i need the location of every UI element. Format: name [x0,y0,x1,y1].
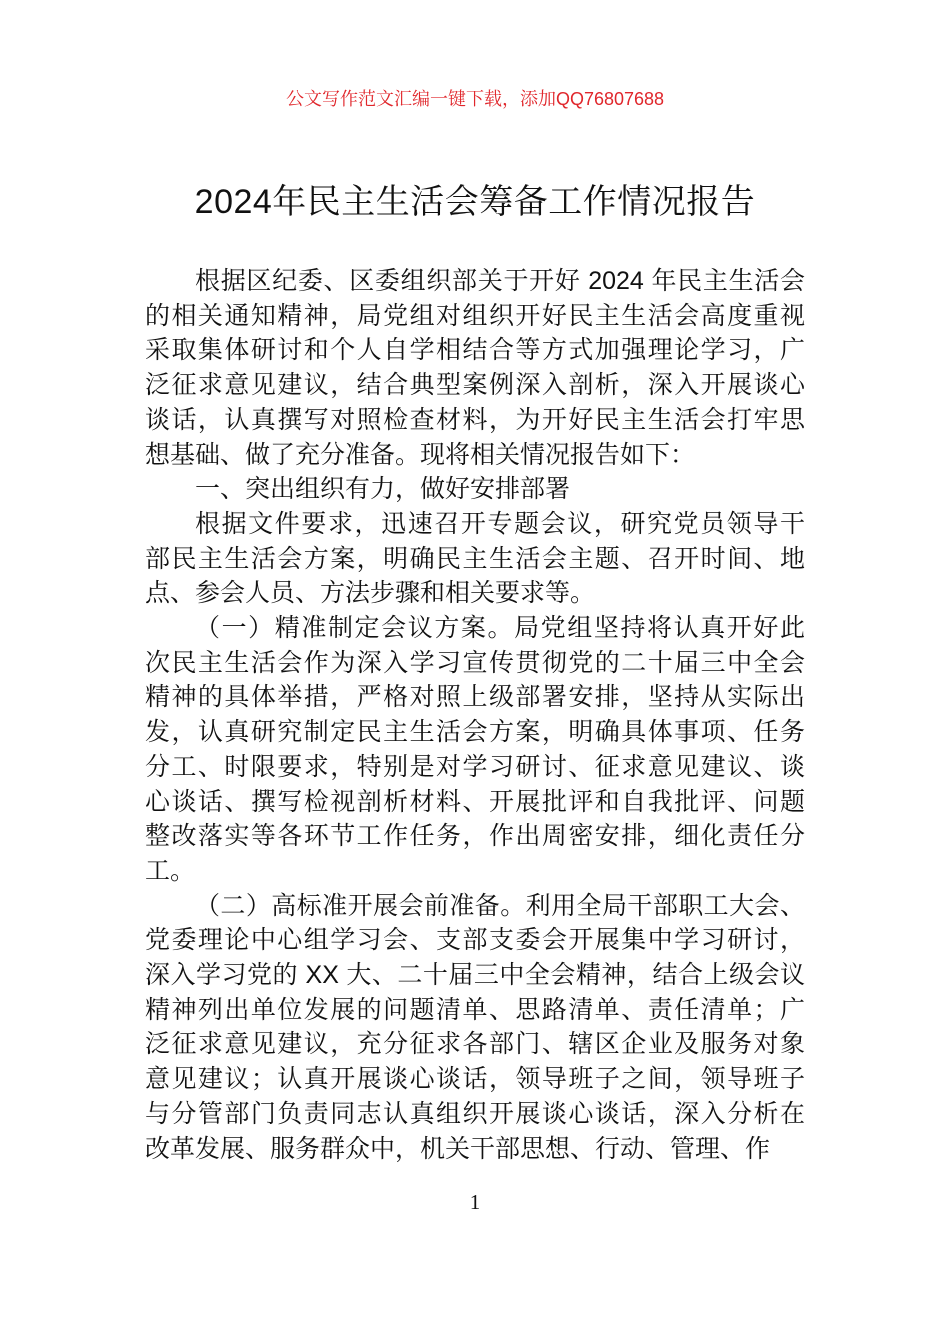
text-line: 部民主生活会方案，明确民主生活会主题、召开时间、地 [145,544,805,573]
text-line: 想基础、做了充分准备。现将相关情况报告如下： [145,440,696,469]
text-line: 深入学习党的 XX 大、二十届三中全会精神，结合上级会议 [145,961,805,990]
text-line: 精神列出单位发展的问题清单、思路清单、责任清单；广 [145,995,805,1024]
text-line: 与分管部门负责同志认真组织开展谈心谈话，深入分析在 [145,1099,805,1128]
text-line: 泛征求意见建议，充分征求各部门、辖区企业及服务对象 [145,1030,805,1059]
text-line: 次民主生活会作为深入学习宣传贯彻党的二十届三中全会 [145,648,805,677]
paragraph [145,611,805,889]
text-line: 整改落实等各环节工作任务，作出周密安排，细化责任分 [145,822,805,851]
text-line: 一、突出组织有力，做好安排部署 [195,475,571,504]
paragraph [145,507,805,611]
text-line: 改革发展、服务群众中，机关干部思想、行动、管理、作 [145,1134,771,1163]
text-line: 根据文件要求，迅速召开专题会议，研究党员领导干 [195,509,805,538]
paragraph [145,889,805,1167]
text-line: 的相关通知精神，局党组对组织开好民主生活会高度重视 [145,301,805,330]
text-line: 精神的具体举措，严格对照上级部署安排，坚持从实际出 [145,683,805,712]
text-line: 心谈话、撰写检视剖析材料、开展批评和自我批评、问题 [145,787,805,816]
text-line: 泛征求意见建议，结合典型案例深入剖析，深入开展谈心 [145,371,805,400]
paragraph [145,264,805,472]
document-body [145,264,805,1166]
download-watermark: 公文写作范文汇编一键下载，添加QQ76807688 [285,89,665,109]
section-heading [145,472,805,507]
text-line: 工。 [145,856,196,885]
document-title: 2024年民主生活会筹备工作情况报告 [194,183,756,221]
text-line: （二）高标准开展会前准备。利用全局干部职工大会、 [195,891,805,920]
text-line: 采取集体研讨和个人自学相结合等方式加强理论学习，广 [145,336,805,365]
text-line: 意见建议；认真开展谈心谈话，领导班子之间，领导班子 [145,1065,805,1094]
text-line: 谈话，认真撰写对照检查材料，为开好民主生活会打牢思 [145,405,805,434]
text-line: 党委理论中心组学习会、支部支委会开展集中学习研讨， [145,926,805,955]
text-line: 发，认真研究制定民主生活会方案，明确具体事项、任务 [145,718,805,747]
text-line: 分工、时限要求，特别是对学习研讨、征求意见建议、谈 [145,752,805,781]
text-line: 点、参会人员、方法步骤和相关要求等。 [145,579,596,608]
page-number: 1 [469,1190,481,1214]
text-line: 根据区纪委、区委组织部关于开好 2024 年民主生活会 [195,267,805,295]
text-line: （一）精准制定会议方案。局党组坚持将认真开好此 [195,614,805,643]
